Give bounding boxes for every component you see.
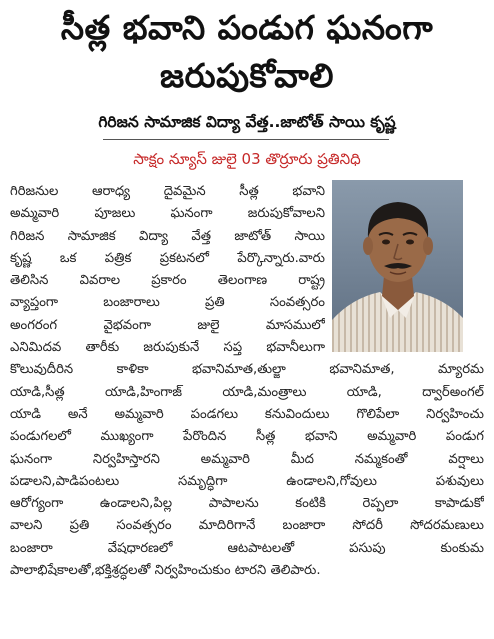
body-line: ఘనంగా నిర్వహిస్తారని అమ్మవారి మీద నమ్మకంతో వర్షాలు bbox=[10, 451, 484, 467]
body-line: గిరిజన సామాజిక విద్యా వేత్త జాటోత్ సాయి bbox=[10, 228, 325, 244]
body-line: వ్యాప్తంగా బంజారాలు ప్రతి సంవత్సరం bbox=[10, 295, 325, 311]
body-line: పడాలని,పాడిపంటలు సమృద్ధిగా ఉండాలని,గోవులు పశువులు bbox=[10, 473, 484, 489]
article-body bbox=[10, 181, 484, 582]
body-line: కృష్ణ ఒక పత్రిక ప్రకటనలో పేర్కొన్నారు.వారు bbox=[10, 250, 325, 266]
body-line: ఆరోగ్యంగా ఉండాలని,పిల్ల పాపాలను కంటికి రెప్పలా కాపాడుకో bbox=[10, 496, 484, 512]
body-line: యాడి అనే అమ్మవారి పండగలు కనువిందులు గొలిపేలా నిర్వహించు bbox=[10, 406, 484, 422]
body-line: ఎనిమిదవ తారీకు జరుపుకునే సప్త భవానీలుగా bbox=[10, 340, 325, 356]
body-line: కొలువుదీరిన కాళికా భవానిమాత,తుల్జా భవానిమాత, మ్యారమ bbox=[10, 362, 484, 378]
body-line: తెలిసిన వివరాల ప్రకారం తెలంగాణ రాష్ట్ర bbox=[10, 273, 325, 289]
body-line: వాలని ప్రతి సంవత్సరం మాదిరిగానే బంజారా సోదరీ సోదరమణులు bbox=[10, 518, 484, 534]
body-line: పాలాభిషేకాలతో,భక్తిశ్రద్ధలతో నిర్వహించుకుం టారని తెలిపారు. bbox=[10, 563, 321, 579]
body-line: గిరిజనుల ఆరాధ్య దైవమైన సీత్ల భవాని bbox=[10, 184, 325, 199]
dateline: సాక్షం న్యూస్ జులై 03 తొర్రూరు ప్రతినిధి bbox=[133, 150, 361, 168]
body-line: అంగరంగ వైభవంగా జులై మాసములో bbox=[10, 317, 325, 333]
subheadline-underline bbox=[103, 139, 389, 140]
subheadline: గిరిజన సామాజిక విద్యా వేత్త..జాటోత్ సాయి కృష్ణ bbox=[98, 113, 396, 131]
body-line: యాడి,సీత్ల యాడి,హింగాజ్ యాడి,మంత్రాలు యాడి, ద్వార్అంగల్ bbox=[10, 384, 484, 400]
body-line: బంజారా వేషధారణలో ఆటపాటలతో పసుపు కుంకుమ bbox=[10, 540, 484, 556]
headline-line-1: సీత్ల భవాని పండుగ ఘనంగా bbox=[60, 8, 434, 47]
headline-line-2: జరుపుకోవాలి bbox=[159, 56, 334, 95]
body-line: పండుగలలో ముఖ్యంగా పేరొందిన సీత్ల భవాని అమ్మవారి పండుగ bbox=[10, 429, 484, 445]
body-line: అమ్మవారి పూజలు ఘనంగా జరుపుకోవాలని bbox=[10, 206, 325, 222]
